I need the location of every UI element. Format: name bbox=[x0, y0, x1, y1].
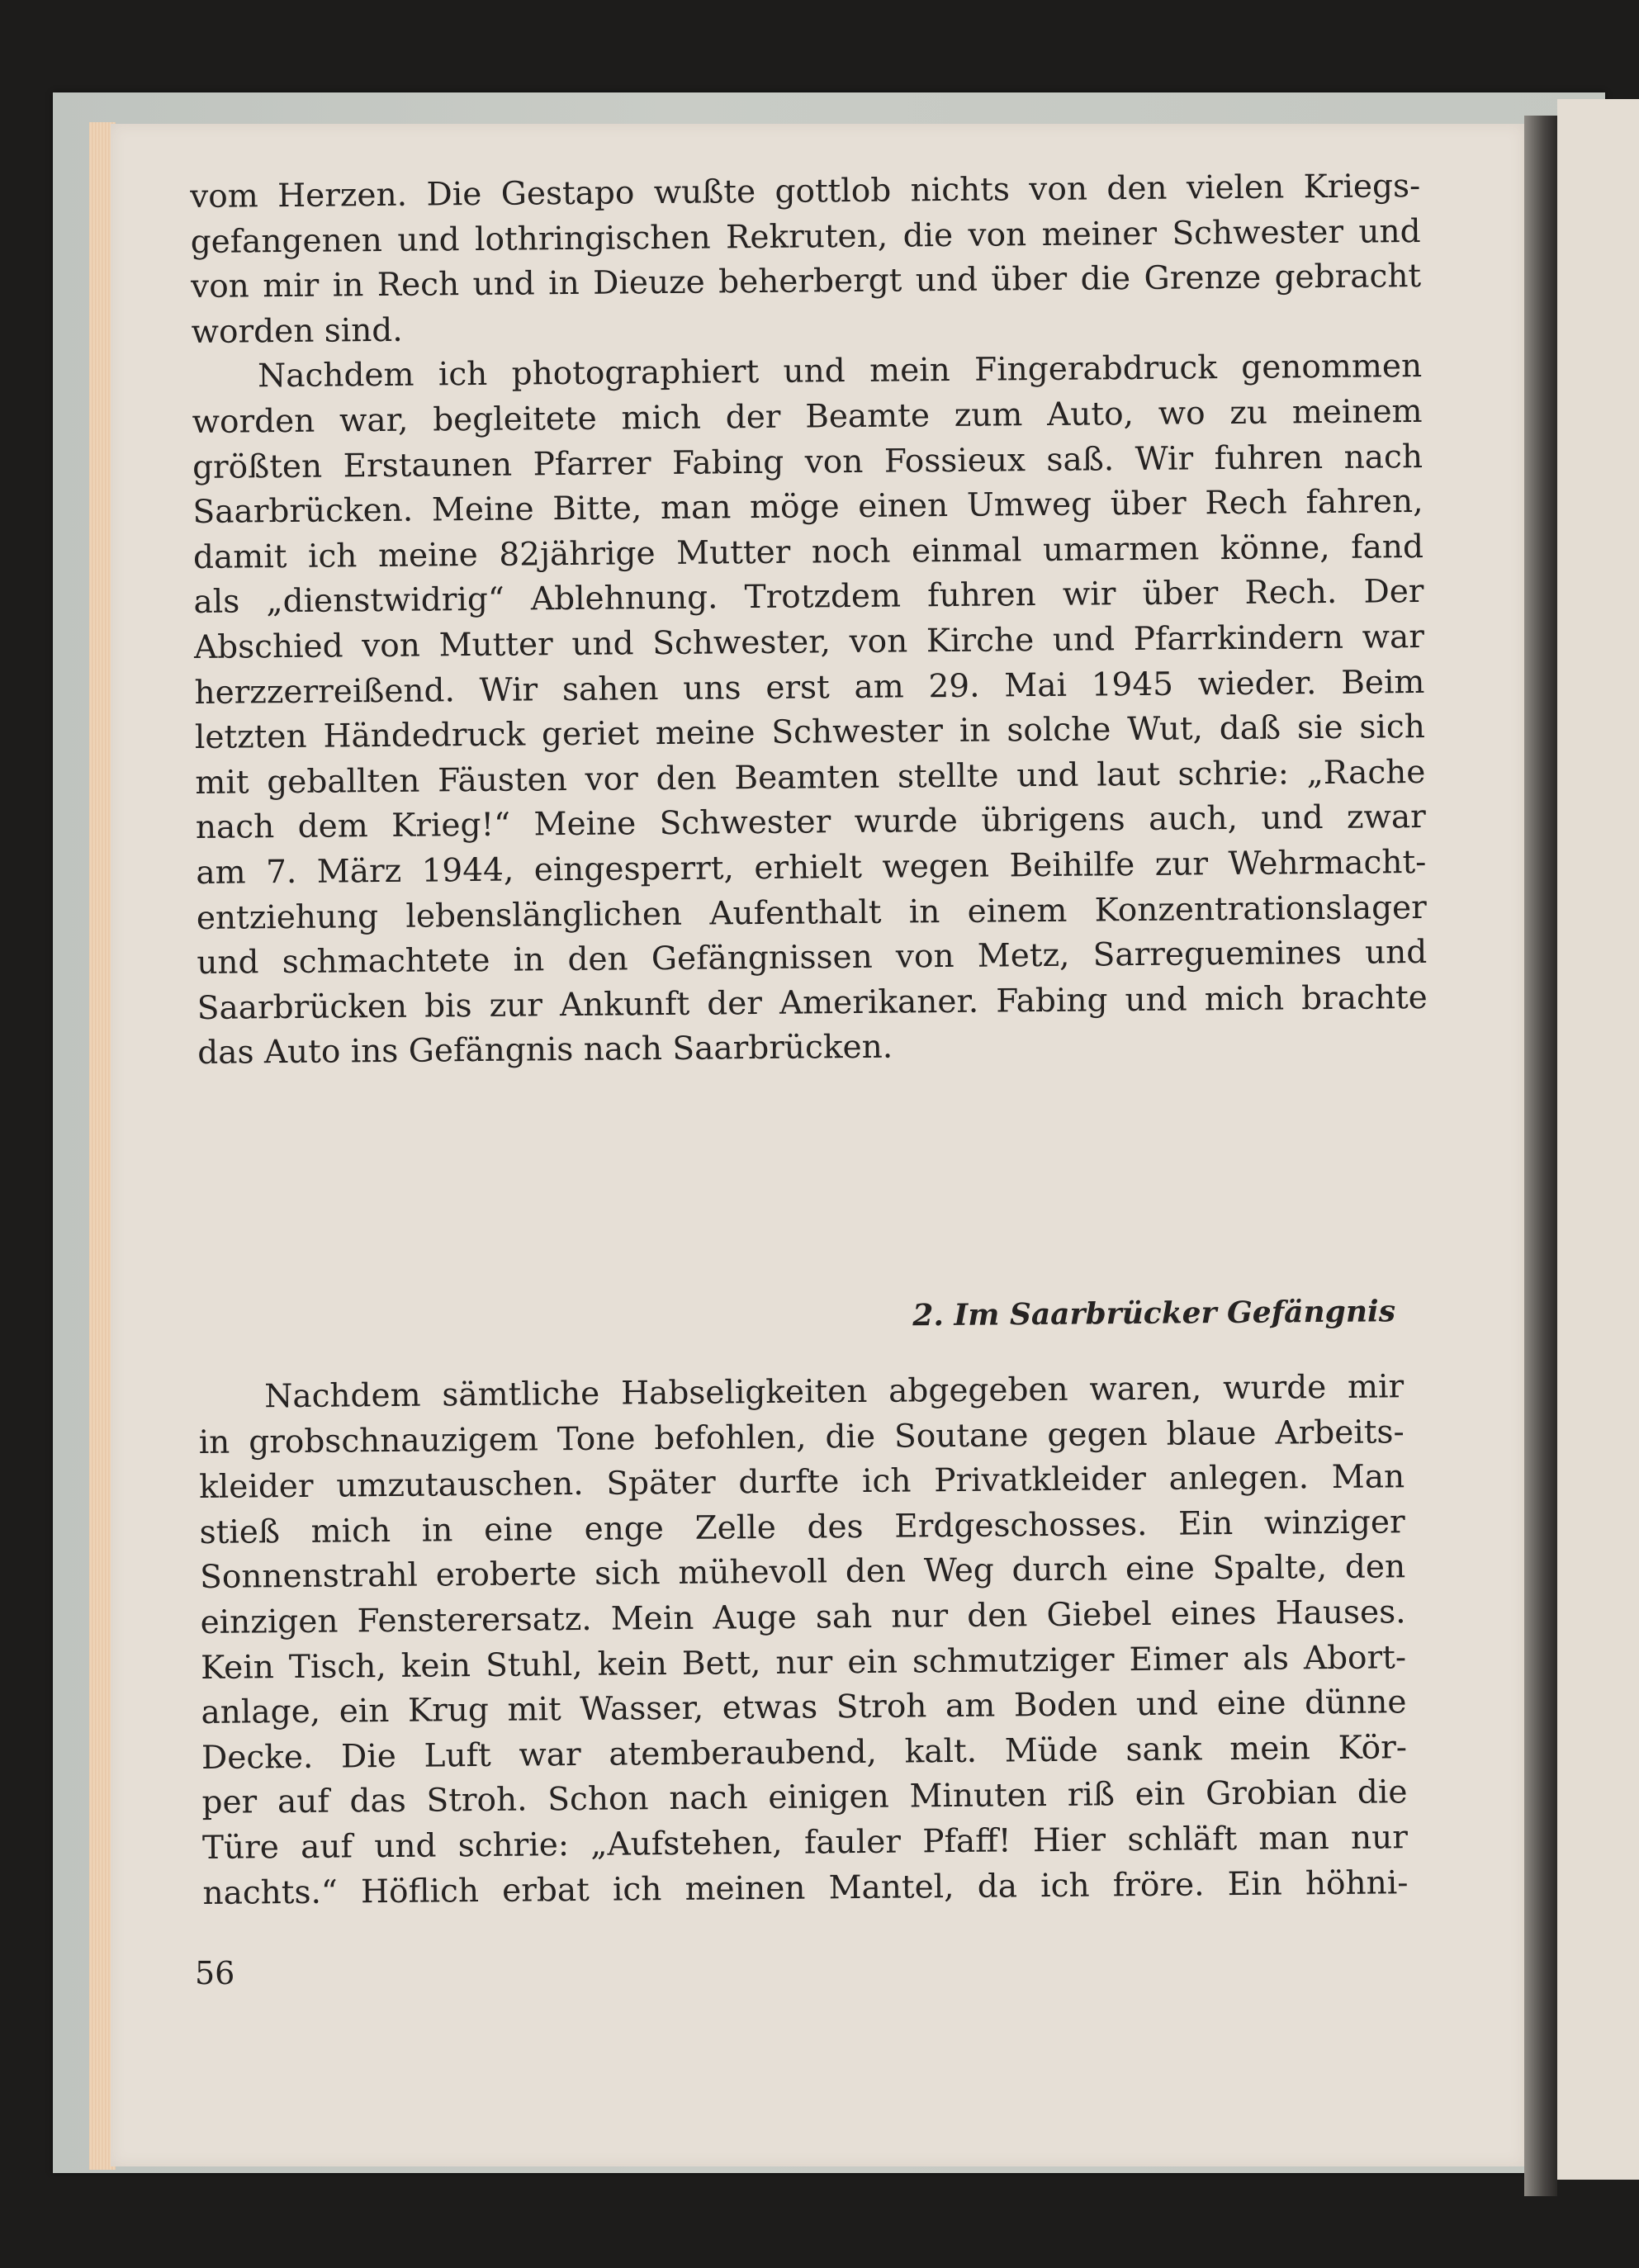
page-number: 56 bbox=[195, 1955, 235, 1991]
text-line: vom Herzen. Die Gestapo wußte gottlob nichts von den vielen Kriegs- bbox=[190, 167, 1421, 215]
text-line: Sonnenstrahl eroberte sich mühevoll den Weg durch eine Spalte, den bbox=[199, 1548, 1406, 1597]
text-line: anlage, ein Krug mit Wasser, etwas Stroh am Boden und eine dünne bbox=[201, 1683, 1407, 1732]
text-line: worden sind. bbox=[191, 311, 403, 351]
text-line: damit ich meine 82jährige Mutter noch einmal umarmen könne, fand bbox=[192, 528, 1424, 576]
text-line: nachts.“ Höflich erbat ich meinen Mantel, da ich fröre. Ein höhni- bbox=[202, 1863, 1409, 1912]
body-text-upper bbox=[190, 164, 1428, 1077]
text-line: herzzerreißend. Wir sahen uns erst am 29. Mai 1945 wieder. Beim bbox=[194, 663, 1425, 712]
text-line: mit geballten Fäusten vor den Beamten stellte und laut schrie: „Rache bbox=[195, 753, 1426, 802]
text-line: Türe auf und schrie: „Aufstehen, fauler Pfaff! Hier schläft man nur bbox=[201, 1819, 1409, 1867]
text-line: einzigen Fensterersatz. Mein Auge sah nur den Giebel eines Hauses. bbox=[200, 1593, 1406, 1641]
text-line: von mir in Rech und in Dieuze beherbergt und über die Grenze gebracht bbox=[190, 258, 1422, 306]
text-line: Saarbrücken. Meine Bitte, man möge einen Umweg über Rech fahren, bbox=[192, 483, 1423, 532]
text-line: Nachdem ich photographiert und mein Fingerabdruck genommen bbox=[257, 348, 1423, 395]
text-line: Decke. Die Luft war atemberaubend, kalt. Müde sank mein Kör- bbox=[201, 1728, 1408, 1777]
text-line: per auf das Stroh. Schon nach einigen Minuten riß ein Grobian die bbox=[201, 1773, 1408, 1822]
text-line: am 7. März 1944, eingesperrt, erhielt wegen Beihilfe zur Wehrmacht- bbox=[196, 843, 1427, 892]
facing-page-edge bbox=[1557, 99, 1639, 2180]
text-line: als „dienstwidrig“ Ablehnung. Trotzdem fuhren wir über Rech. Der bbox=[193, 573, 1424, 622]
text-line: Abschied von Mutter und Schwester, von Kirche und Pfarrkindern war bbox=[193, 618, 1425, 666]
section-heading: 2. Im Saarbrücker Gefängnis bbox=[912, 1294, 1396, 1333]
book-gutter bbox=[1524, 116, 1557, 2196]
text-line: in grobschnauzigem Tone befohlen, die Soutane gegen blaue Arbeits- bbox=[198, 1413, 1405, 1461]
text-line: Kein Tisch, kein Stuhl, kein Bett, nur ein schmutziger Eimer als Abort- bbox=[200, 1638, 1407, 1687]
text-line: Saarbrücken bis zur Ankunft der Amerikaner. Fabing und mich brachte bbox=[197, 978, 1428, 1027]
text-line: stieß mich in eine enge Zelle des Erdgeschosses. Ein winziger bbox=[199, 1503, 1405, 1551]
text-line: das Auto ins Gefängnis nach Saarbrücken. bbox=[197, 1028, 893, 1072]
text-line: Nachdem sämtliche Habseligkeiten abgegeben waren, wurde mir bbox=[264, 1368, 1405, 1416]
text-line: und schmachtete in den Gefängnissen von Metz, Sarreguemines und bbox=[197, 934, 1428, 982]
text-line: letzten Händedruck geriet meine Schwester in solche Wut, daß sie sich bbox=[194, 708, 1426, 757]
text-line: worden war, begleitete mich der Beamte zum Auto, wo zu meinem bbox=[192, 392, 1423, 441]
text-line: gefangenen und lothringischen Rekruten, die von meiner Schwester und bbox=[190, 212, 1421, 261]
text-line: nach dem Krieg!“ Meine Schwester wurde übrigens auch, und zwar bbox=[195, 798, 1427, 847]
text-line: kleider umzutauschen. Später durfte ich Privatkleider anlegen. Man bbox=[198, 1458, 1405, 1507]
body-text-lower bbox=[198, 1365, 1409, 1916]
text-line: entziehung lebenslänglichen Aufenthalt in einem Konzentrationslager bbox=[196, 888, 1427, 937]
text-line: größten Erstaunen Pfarrer Fabing von Fossieux saß. Wir fuhren nach bbox=[192, 438, 1423, 486]
